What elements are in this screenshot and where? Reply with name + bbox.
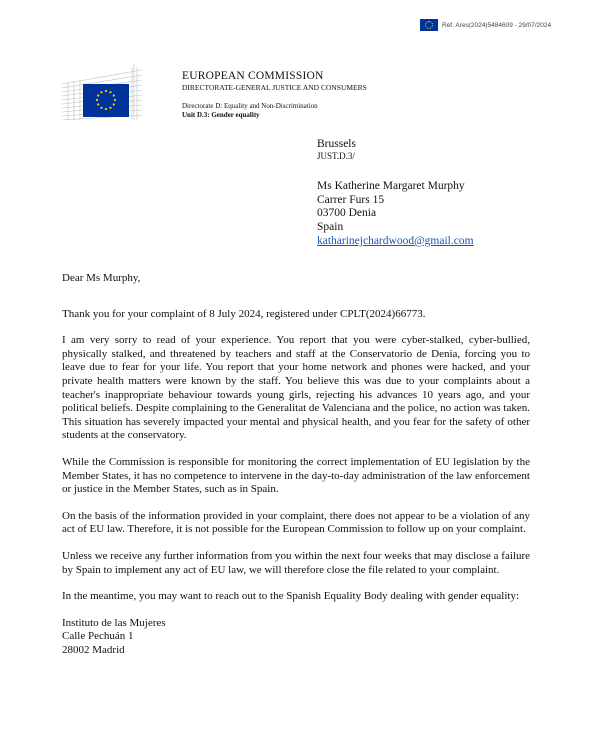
paragraph: Unless we receive any further information from you within the next four weeks that may disclose a failure by Spain to implement any act of EU law, we will therefore close the file related to your complaint. (62, 549, 530, 576)
recipient-name: Ms Katherine Margaret Murphy (317, 180, 465, 192)
equality-body-name: Instituto de las Mujeres (62, 616, 166, 629)
equality-body-street: Calle Pechuán 1 (62, 630, 134, 643)
place-block (317, 137, 356, 162)
directorate: Directorate D: Equality and Non-Discrimination (182, 102, 318, 110)
salutation: Dear Ms Murphy, (62, 272, 141, 284)
letter-body (62, 272, 530, 657)
paragraph: On the basis of the information provided in your complaint, there does not appear to be a violation of any act of EU law. Therefore, it is not possible for the European Commission to follow up on your complaint. (62, 509, 530, 536)
reference-stamp (420, 19, 551, 31)
recipient-street: Carrer Furs 15 (317, 193, 385, 206)
recipient-email-link[interactable]: katharinejchardwood@gmail.com (317, 234, 474, 247)
eu-flag-logo-icon (83, 84, 129, 117)
paragraph: In the meantime, you may want to reach out to the Spanish Equality Body dealing with gender equality: (62, 590, 520, 603)
equality-body-postal: 28002 Madrid (62, 643, 125, 656)
organisation-header (182, 69, 367, 120)
reference-number: Ref. Ares(2024)5484609 - 29/07/2024 (442, 21, 552, 29)
recipient-postal: 03700 Denia (317, 207, 377, 220)
paragraph: Thank you for your complaint of 8 July 2024, registered under CPLT(2024)66773. (62, 307, 426, 320)
paragraph: I am very sorry to read of your experience. You report that you were cyber-stalked, cyber-bullied, physically stalked, and threatened by teachers and staff at the Conservatorio de Denia, forcing you to leave due to fear for your life. You report that your home network and phones were hacked, and your private health matters were known by the staff. You believe this was due to your complaints about a teacher's inappropriate behaviour towards young girls, rejecting his advances 10 years ago, and your political beliefs. Despite complaining to the Generalitat de Valenciana and the police, no action was taken. This situation has severely impacted your mental and physical health, and you fear for the safety of other students at the conservatory. (62, 334, 530, 442)
place-city: Brussels (317, 138, 356, 150)
eu-flag-icon (420, 19, 438, 31)
place-reference: JUST.D.3/ (317, 151, 355, 161)
european-commission-logo (62, 64, 142, 120)
equality-body-address (62, 617, 530, 658)
org-name: EUROPEAN COMMISSION (182, 70, 324, 82)
unit: Unit D.3: Gender equality (182, 111, 260, 119)
directorate-general: DIRECTORATE-GENERAL JUSTICE AND CONSUMERS (182, 83, 367, 92)
recipient-address (317, 180, 474, 249)
paragraph: While the Commission is responsible for monitoring the correct implementation of EU legislation by the Member States, it has no competence to intervene in the day-to-day administration of the law enforcement or justice in the Member States, such as in Spain. (62, 455, 530, 496)
recipient-country: Spain (317, 221, 344, 234)
